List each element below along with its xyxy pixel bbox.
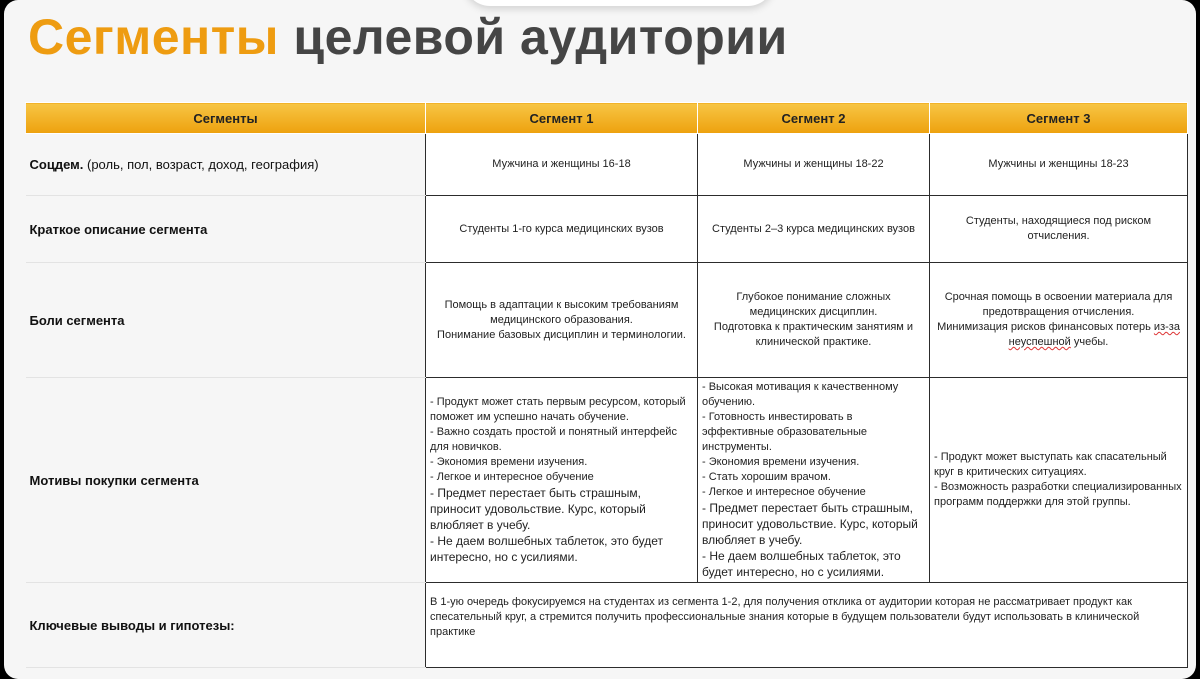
page-title: [28, 8, 788, 66]
header-segment-3: Сегмент 3: [930, 103, 1188, 134]
pains-seg2-line: Глубокое понимание сложных медицинских дисциплин.: [736, 291, 891, 318]
motives-seg1-item: - Важно создать простой и понятный интерфейс для новичков.: [430, 426, 677, 453]
cell-motives-seg1: [426, 378, 698, 583]
row-label-pains: Боли сегмента: [26, 263, 426, 378]
pains-seg3-text: учебы.: [1070, 336, 1109, 348]
motives-seg2-item: - Высокая мотивация к качественному обучению.: [702, 381, 899, 408]
table-row-pains: [26, 263, 1188, 378]
header-segments: Сегменты: [26, 103, 426, 134]
cell-pains-seg1: [426, 263, 698, 378]
cell-description-seg3: Студенты, находящиеся под риском отчисления.: [930, 196, 1188, 263]
table-header-row: [26, 103, 1188, 134]
row-label-description: Краткое описание сегмента: [26, 196, 426, 263]
table-row-motives: [26, 378, 1188, 583]
top-tab-decoration: [464, 0, 774, 6]
cell-conclusions: В 1-ую очередь фокусируемся на студентах из сегмента 1-2, для получения отклика от аудитории которая не рассматривает продукт как спесательный круг, а стремится получить профессиональные знания которые в будущем пользователи будут использовать в клинической практике: [426, 583, 1188, 668]
motives-seg1-item: - Легкое и интересное обучение: [430, 471, 594, 483]
motives-seg1-item: - Не даем волшебных таблеток, это будет интересно, но с усилиями.: [430, 534, 664, 564]
pains-seg2-line: Подготовка к практическим занятиям и клинической практике.: [713, 321, 914, 348]
page-title-rest: целевой аудитории: [278, 9, 788, 65]
cell-motives-seg2: [698, 378, 930, 583]
motives-seg2-item: - Готовность инвестировать в эффективные образовательные инструменты.: [702, 411, 868, 453]
row-label-motives: Мотивы покупки сегмента: [26, 378, 426, 583]
cell-socdem-seg3: Мужчины и женщины 18-23: [930, 134, 1188, 196]
cell-description-seg1: Студенты 1-го курса медицинских вузов: [426, 196, 698, 263]
motives-seg2-item: - Стать хорошим врачом.: [702, 471, 831, 483]
pains-seg3-line: [934, 320, 1183, 350]
row-label-socdem-title: Соцдем.: [29, 157, 84, 172]
motives-seg2-item: - Не даем волшебных таблеток, это будет интересно, но с усилиями.: [702, 549, 901, 579]
table-row-description: [26, 196, 1188, 263]
table-row-conclusions: [26, 583, 1188, 668]
cell-motives-seg3: [930, 378, 1188, 583]
pains-seg3-spellcheck-text: из-за неуспешной: [1008, 321, 1180, 348]
motives-seg3-item: - Продукт может выступать как спасательный круг в критических ситуациях.: [934, 451, 1167, 478]
segments-table: [25, 102, 1188, 668]
pains-seg3-line: Срочная помощь в освоении материала для предотвращения отчисления.: [944, 291, 1173, 318]
motives-seg3-item: - Возможность разработки специализированных программ поддержки для этой группы.: [934, 481, 1182, 508]
cell-socdem-seg1: Мужчина и женщины 16-18: [426, 134, 698, 196]
cell-pains-seg2: [698, 263, 930, 378]
page-title-accent: Сегменты: [28, 9, 279, 65]
motives-seg2-item: - Экономия времени изучения.: [702, 456, 860, 468]
header-segment-2: Сегмент 2: [698, 103, 930, 134]
table-row-socdem: [26, 134, 1188, 196]
pains-seg1-line: Понимание базовых дисциплин и терминологии.: [437, 328, 686, 341]
pains-seg1-line: Помощь в адаптации к высоким требованиям медицинского образования.: [444, 298, 679, 326]
motives-seg1-item: - Предмет перестает быть страшным, приносит удовольствие. Курс, который влюбляет в учебу.: [430, 486, 646, 532]
cell-socdem-seg2: Мужчины и женщины 18-22: [698, 134, 930, 196]
motives-seg1-item: - Продукт может стать первым ресурсом, который поможет им успешно начать обучение.: [430, 396, 686, 423]
pains-seg3-text: Минимизация рисков финансовых потерь: [937, 321, 1154, 333]
motives-seg2-item: - Легкое и интересное обучение: [702, 486, 866, 498]
header-segment-1: Сегмент 1: [426, 103, 698, 134]
cell-pains-seg3: [930, 263, 1188, 378]
cell-description-seg2: Студенты 2–3 курса медицинских вузов: [698, 196, 930, 263]
motives-seg1-item: - Экономия времени изучения.: [430, 456, 588, 468]
motives-seg2-item: - Предмет перестает быть страшным, приносит удовольствие. Курс, который влюбляет в учебу.: [702, 501, 918, 547]
row-label-socdem-note: (роль, пол, возраст, доход, география): [83, 157, 319, 172]
row-label-socdem: [26, 134, 426, 196]
row-label-conclusions: Ключевые выводы и гипотезы:: [26, 583, 426, 668]
slide: [4, 0, 1196, 679]
